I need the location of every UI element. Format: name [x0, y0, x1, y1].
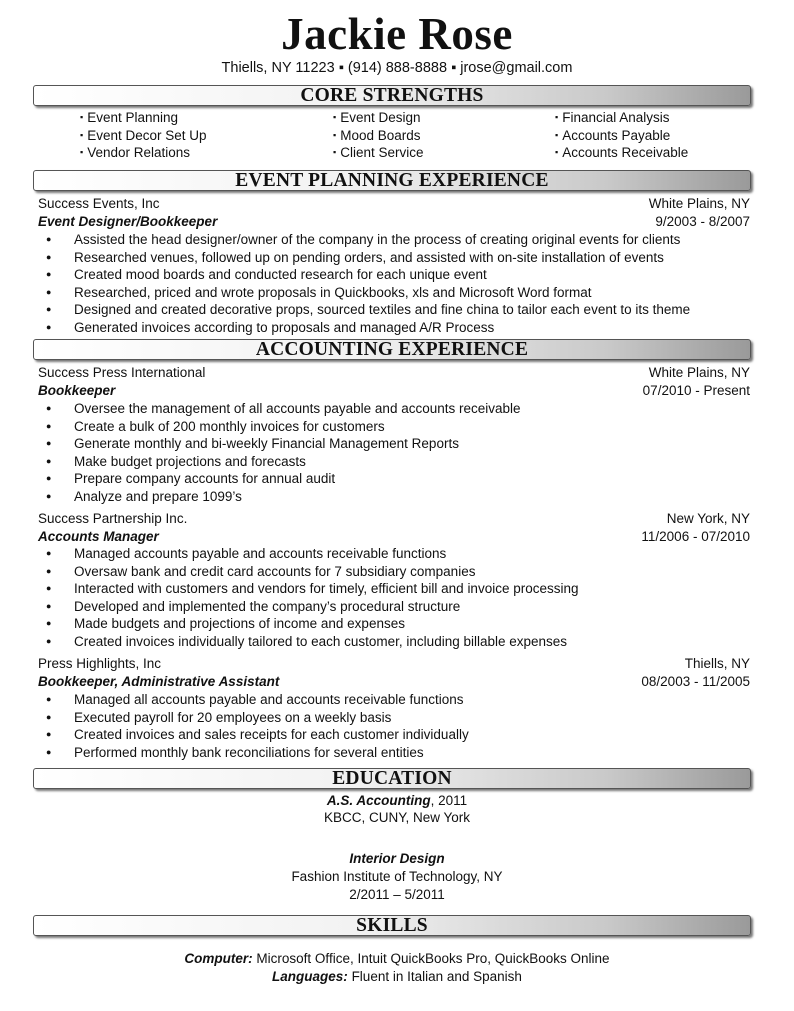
education-heading: EDUCATION [33, 768, 751, 789]
education-degree-line [0, 850, 794, 868]
bullet-icon: ▪ [333, 147, 337, 157]
bullet-icon: ▪ [555, 147, 559, 157]
list-item: ● Interacted with customers and vendors for timely, efficient bill and invoice processing [46, 580, 579, 598]
list-item: ● Generated invoices according to proposals and managed A/R Process [46, 319, 690, 337]
contact-separator: ▪ [451, 60, 457, 76]
skills-languages-value: Fluent in Italian and Spanish [347, 969, 522, 984]
list-item: ▪ Event Design [333, 110, 421, 125]
job-subheader [38, 213, 750, 231]
job-header [38, 655, 750, 673]
job-subheader [38, 382, 750, 400]
education-school: KBCC, CUNY, New York [323, 810, 471, 825]
job-location: Thiells, NY [684, 656, 750, 671]
bullet-icon: ▪ [555, 129, 559, 140]
skills-computer-label: Computer: [184, 951, 253, 966]
company-name: Success Partnership Inc. [38, 511, 188, 526]
event-experience-heading: EVENT PLANNING EXPERIENCE [33, 170, 751, 191]
degree-name: Interior Design [349, 851, 445, 866]
job-title: Bookkeeper, Administrative Assistant [38, 674, 280, 689]
company-name: Success Events, Inc [38, 196, 160, 211]
job-dates: 07/2010 - Present [642, 383, 750, 398]
skills-computer [0, 950, 794, 968]
list-item: ▪ Client Service [333, 145, 424, 160]
education-degree-line [0, 792, 794, 810]
list-item: ● Executed payroll for 20 employees on a weekly basis [46, 709, 469, 727]
education-school: Fashion Institute of Technology, NY [291, 869, 503, 884]
list-item: ● Oversaw bank and credit card accounts for 7 subsidiary companies [46, 563, 579, 581]
job-title: Accounts Manager [38, 529, 159, 544]
job-location: White Plains, NY [648, 196, 750, 211]
contact-phone: (914) 888-8888 [347, 60, 448, 76]
contact-separator: ▪ [338, 60, 344, 76]
list-item: ● Developed and implemented the company’s procedural structure [46, 598, 579, 616]
list-item: ● Managed accounts payable and accounts receivable functions [46, 545, 579, 563]
list-item: ● Created mood boards and conducted research for each unique event [46, 266, 690, 284]
bullet-icon: ▪ [333, 129, 337, 140]
list-item: ▪ Financial Analysis [555, 110, 670, 125]
list-item: ▪ Mood Boards [333, 127, 421, 143]
job-location: New York, NY [666, 511, 750, 526]
job-bullets [46, 231, 690, 336]
job-subheader [38, 673, 750, 691]
contact-email[interactable]: jrose@gmail.com [460, 60, 573, 76]
accounting-experience-heading: ACCOUNTING EXPERIENCE [33, 339, 751, 360]
job-bullets [46, 400, 521, 505]
job-header [38, 510, 750, 528]
education-dates: 2/2011 – 5/2011 [349, 887, 445, 902]
list-item: ● Managed all accounts payable and accounts receivable functions [46, 691, 469, 709]
list-item: ● Designed and created decorative props, sourced textiles and fine china to tailor each event to its theme [46, 301, 690, 319]
strengths-column-3 [555, 109, 688, 162]
strengths-column-2 [333, 109, 423, 162]
job-subheader [38, 528, 750, 546]
list-item: ▪ Vendor Relations [80, 145, 191, 160]
degree-year: , 2011 [430, 793, 468, 808]
core-strengths-heading: CORE STRENGTHS [33, 85, 751, 106]
list-item: ● Researched venues, followed up on pending orders, and assisted with on-site installation of events [46, 249, 690, 267]
list-item: ▪ Event Decor Set Up [80, 127, 207, 143]
list-item: ● Researched, priced and wrote proposals in Quickbooks, xls and Microsoft Word format [46, 284, 690, 302]
list-item: ● Analyze and prepare 1099’s [46, 488, 521, 506]
skills-heading: SKILLS [33, 915, 751, 936]
strengths-column-1 [80, 109, 207, 162]
skills-computer-value: Microsoft Office, Intuit QuickBooks Pro, QuickBooks Online [252, 951, 610, 966]
list-item: ● Prepare company accounts for annual audit [46, 470, 521, 488]
list-item: ▪ Event Planning [80, 110, 179, 125]
list-item: ● Created invoices individually tailored to each customer, including billable expenses [46, 633, 579, 651]
job-header [38, 364, 750, 382]
list-item: ● Oversee the management of all accounts payable and accounts receivable [46, 400, 521, 418]
contact-line [0, 59, 794, 77]
list-item: ● Make budget projections and forecasts [46, 453, 521, 471]
list-item: ● Create a bulk of 200 monthly invoices for customers [46, 418, 521, 436]
skills-languages [0, 968, 794, 986]
job-dates: 9/2003 - 8/2007 [655, 214, 750, 229]
candidate-name: Jackie Rose [281, 9, 513, 59]
job-location: White Plains, NY [648, 365, 750, 380]
bullet-icon: ▪ [333, 112, 337, 122]
list-item: ▪ Accounts Payable [555, 127, 671, 143]
contact-address: Thiells, NY 11223 [221, 60, 335, 76]
skills-languages-label: Languages: [272, 969, 348, 984]
list-item: ● Made budgets and projections of income and expenses [46, 615, 579, 633]
list-item: ▪ Accounts Receivable [555, 145, 689, 160]
company-name: Success Press International [38, 365, 206, 380]
job-title: Bookkeeper [38, 383, 116, 398]
job-header [38, 195, 750, 213]
degree-name: A.S. Accounting [326, 793, 431, 808]
list-item: ● Assisted the head designer/owner of the company in the process of creating original events for clients [46, 231, 690, 249]
job-bullets [46, 691, 469, 761]
job-bullets [46, 545, 579, 650]
bullet-icon: ▪ [80, 129, 84, 140]
bullet-icon: ▪ [80, 147, 84, 157]
job-dates: 08/2003 - 11/2005 [641, 674, 750, 689]
bullet-icon: ▪ [555, 112, 559, 122]
list-item: ● Performed monthly bank reconciliations for several entities [46, 744, 469, 762]
company-name: Press Highlights, Inc [38, 656, 162, 671]
job-dates: 11/2006 - 07/2010 [641, 529, 750, 544]
list-item: ● Created invoices and sales receipts for each customer individually [46, 726, 469, 744]
list-item: ● Generate monthly and bi-weekly Financial Management Reports [46, 435, 521, 453]
bullet-icon: ▪ [80, 112, 84, 122]
job-title: Event Designer/Bookkeeper [38, 214, 218, 229]
